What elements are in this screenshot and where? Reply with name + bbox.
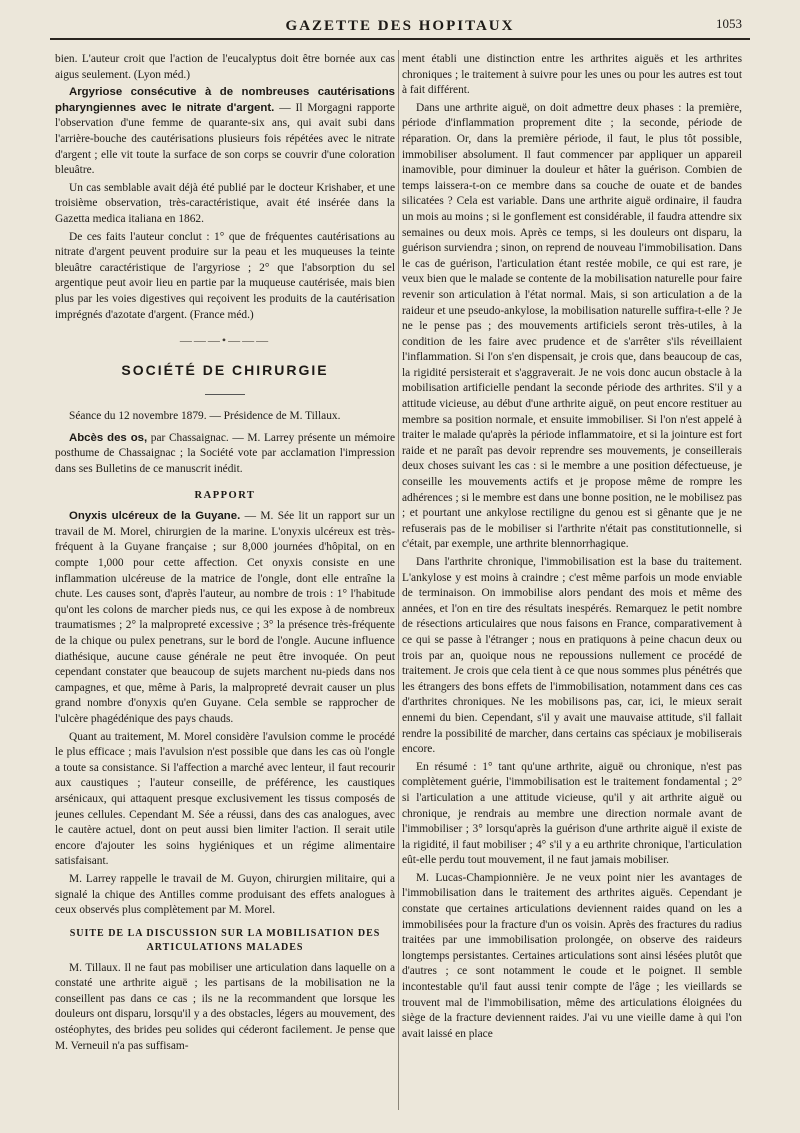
small-rule [205,394,245,395]
right-column [402,52,742,1112]
page-number: 1053 [716,16,742,31]
page-header-title: GAZETTE DES HOPITAUX [285,18,515,34]
article-text: par Chassaignac. — M. Larrey présente un mémoire posthume de Chassaignac ; la Société vote par acclamation l'impression dans ses Bulletins de ce manuscrit inédit. [55,431,395,476]
paragraph: ment établi une distinction entre les arthrites aiguës et les arthrites chroniques ; le traitement à suivre pour les unes ou pour les autres est tout à fait différent. [402,53,742,97]
discussion-subheading: SUITE DE LA DISCUSSION SUR LA MOBILISATION DES ARTICULATIONS MALADES [69,927,381,953]
article-title: Argyriose consécutive à de nombreuses cautérisations pharyngiennes avec le nitrate d'argent. [55,86,395,114]
paragraph: Dans une arthrite aiguë, on doit admettre deux phases : la première, période d'inflammation proprement dite ; la seconde, période de réparation. Or, dans la première période, il faut, le plus tôt possible, immobiliser absolument. Il faut commencer par appliquer un appareil inamovible, pour diminuer la douleur et hâter la guérison. Combien de temps laissera-t-on ce membre dans sa couche de ouate et de bandes silicatées ? Cela est variable. Dans une arthrite aiguë ordinaire, il faudra un mois au moins ; si le gonflement est considérable, il faudra attendre six semaines ou deux mois. Après ce temps, si les douleurs ont disparu, la guérison surviendra ; sinon, on reprend de nouveau l'immobilisation. Dans le cas de guérison, l'articulation étant restée mobile, ce qui est rare, je veux bien que le malade se contente de la mobilisation naturelle pour faire revenir son articulation à l'état normal. Mais, si son articulation a de la raideur et une pseudo-ankylose, la mobilisation naturelle suffira-t-elle ? Je ne le pense pas ; des mouvements artificiels seront très-utiles, à la condition de les faire avec prudence et de s'arrêter s'ils réveillaient l'inflammation. Si l'on s'en dispensait, je crois que, dans beaucoup de cas, la rigidité persisterait et s'aggraverait. Je ne vois donc aucun obstacle à la mobilisation artificielle pendant la seconde période des arthrites. S'il y a attitude vicieuse, au début d'une arthrite aiguë, on peut encore restituer au membre sa position normale, et ensuite immobiliser. Si l'on n'est appelé à traiter le malade qu'après la période inflammatoire, et si la jointure est fort raide et ne paraît pas devoir reprendre ses mouvements, je conseillerais deux choses suivant les cas : si le membre a une position défectueuse, je conseille les mouvements actifs et je propose même de rompre les adhérences ; si le membre est dans une bonne position, ne le mobilisez pas ; et pourtant une ankylose rectiligne du genou est si gênante que je ne refuserais pas de le mobiliser si l'arthrite n'était pas constitutionnelle, si c'était, par exemple, une arthrite blennorrhagique. [402,101,742,551]
paragraph: M. Larrey rappelle le travail de M. Guyon, chirurgien militaire, qui a signalé la chique des Antilles comme produisant des effets analogues à ceux observés plus complètement par M. Morel. [55,872,395,917]
article-abces [55,431,395,478]
paragraph: bien. L'auteur croit que l'action de l'eucalyptus doit être bornée aux cas aigus seulement. (Lyon méd.) [55,53,395,81]
ornament-divider: ———•——— [179,333,271,348]
article-argyriose [55,85,395,179]
session-line: Séance du 12 novembre 1879. — Présidence de M. Tillaux. [69,410,341,423]
rapport-heading: RAPPORT [194,489,256,501]
paragraph: Un cas semblable avait déjà été publié par le docteur Krishaber, et une troisième observation, très-caractéristique, avait été insérée dans la Gazetta medica italiana en 1862. [55,181,395,225]
paragraph: De ces faits l'auteur conclut : 1° que de fréquentes cautérisations au nitrate d'argent peuvent produire sur la peau et les muqueuses la teinte bleuâtre caractéristique de l'argyriose ; 2° que l'absorption du sel argentique peut avoir lieu en partie par la muqueuse cautérisée, mais bien plus par les voies digestives qui reçoivent les produits de la cautérisation imprégnés d'azotate d'argent. (France méd.) [55,230,395,321]
paragraph: M. Lucas-Championnière. Je ne veux point nier les avantages de l'immobilisation dans le traitement des arthrites aiguës. Cependant je constate que certaines articulations deviennent raides quand on les a immobilisées pour la fracture d'un os voisin. Après des fractures du radius traitées par une immobilisation prolongée, on observe des raideurs longtemps persistantes. Certaines articulations sont ainsi lésées plutôt que d'autres ; ce sont notamment le coude et le poignet. Il semble incontestable qu'il faut aussi tenir compte de l'âge ; les vieillards se trouvent mal de l'immobilisation, même des articulations éloignées du siège de la fracture deviennent raides. J'ai vu une vieille dame à qui l'on avait laissé en place [402,871,742,1040]
left-column [55,52,395,1112]
paragraph: Quant au traitement, M. Morel considère l'avulsion comme le procédé le plus efficace ; mais l'avulsion n'est possible que dans les cas où l'ongle a toute sa consistance. Si l'affection a marché avec lenteur, il faut recourir aux caustiques ; l'auteur conseille, de préférence, les caustiques arsénicaux, qui attaquent presque exclusivement les tissus composés de jeunes cellules. Cependant M. Sée a réussi, dans des cas analogues, avec le cautère actuel, dont on peut aussi bien limiter l'action. Il serait utile encore d'ajouter les soins hygiéniques et un régime alimentaire satisfaisant. [55,730,395,868]
paragraph: Dans l'arthrite chronique, l'immobilisation est la base du traitement. L'ankylose y est moins à craindre ; c'est même parfois un mode enviable de terminaison. On immobilise alors pendant des mois et même des années, et l'on en tire des résultats inespérés. Remarquez le petit nombre de résections articulaires que nous faisons en France, comparativement à ce qui se passe à l'étranger ; nous en pratiquons à peine chacun deux ou trois par an, quoique nous ne repoussions nullement ce procédé de traitement. Je crois que cela tient à ce que nous sommes plus pénétrés que les étrangers des bons effets de l'immobilisation, notamment dans ces cas d'arthrites chroniques. Ne les mobilisons pas, car, ici, le mieux serait ennemi du bien. Cependant, s'il y avait une mauvaise attitude, s'il fallait rendre la possibilité de marcher, dans certains cas spéciaux je mobiliserais encore. [402,556,742,756]
article-text: — Il Morgagni rapporte l'observation d'une femme de quarante-six ans, qui avait subi dans l'arrière-bouche des cautérisations plusieurs fois répétées avec le nitrate d'argent ; elle vit toute la surface de son corps se couvrir d'une coloration bleuâtre. [55,101,395,177]
article-title: Onyxis ulcéreux de la Guyane. [69,510,241,523]
article-onyxis [55,509,395,727]
article-title: Abcès des os, [69,431,148,444]
header-rule [50,38,750,40]
article-text: — M. Sée lit un rapport sur un travail de M. Morel, chirurgien de la marine. L'onyxis ulcéreux est très-fréquent à la Guyane française ; sur 8,000 journées d'hôpital, on en compte 1,000 pour cette affection. Cet onyxis consiste en une inflammation ulcéreuse de la matrice de l'ongle, dont elle entraîne la chute. Les causes sont, d'après l'auteur, au nombre de trois : 1° l'habitude qu'ont les colons de marcher pieds nus, ce qui les expose à de nombreux traumatismes ; 2° la malpropreté excessive ; 3° la présence très-fréquente de la chique ou pulex penetrans, sur le bord de l'ongle. Aucune influence diathésique, aucune cause générale ne peut être invoquée. On peut cependant constater que beaucoup de sujets marchent nu-pieds dans nos campagnes, et que, même à Paris, la malpropreté devrait causer un plus grand nombre d'onyxis qu'en Guyane. Cela semble se rapprocher de l'ulcère phagédénique des pays chauds. [55,510,395,725]
paragraph: En résumé : 1° tant qu'une arthrite, aiguë ou chronique, n'est pas complètement guérie, l'immobilisation est le traitement fondamental ; 2° si l'articulation a une attitude vicieuse, qu'il y ait arthrite aiguë ou chronique, je rendrais au membre une direction normale avant de l'immobiliser ; 3° lorsqu'après la guérison d'une arthrite aiguë il existe de la rigidité, il faut mobiliser ; 4° s'il y a eu arthrite chronique, l'articulation eût-elle perdu tout mouvement, il ne faut jamais mobiliser. [402,760,742,867]
column-divider [398,50,399,1110]
paragraph: M. Tillaux. Il ne faut pas mobiliser une articulation dans laquelle on a constaté une arthrite aiguë ; les partisans de la mobilisation ne la conseillent pas dans ce cas ; ils ne la recommandent que lorsque les douleurs ont disparu, lorsqu'il y a des obstacles, légers au mouvement, des ostéophytes, des brides peu solides qui céderont facilement. Je pense que M. Verneuil n'a pas suffisam- [55,961,395,1052]
section-title: SOCIÉTÉ DE CHIRURGIE [121,361,329,378]
